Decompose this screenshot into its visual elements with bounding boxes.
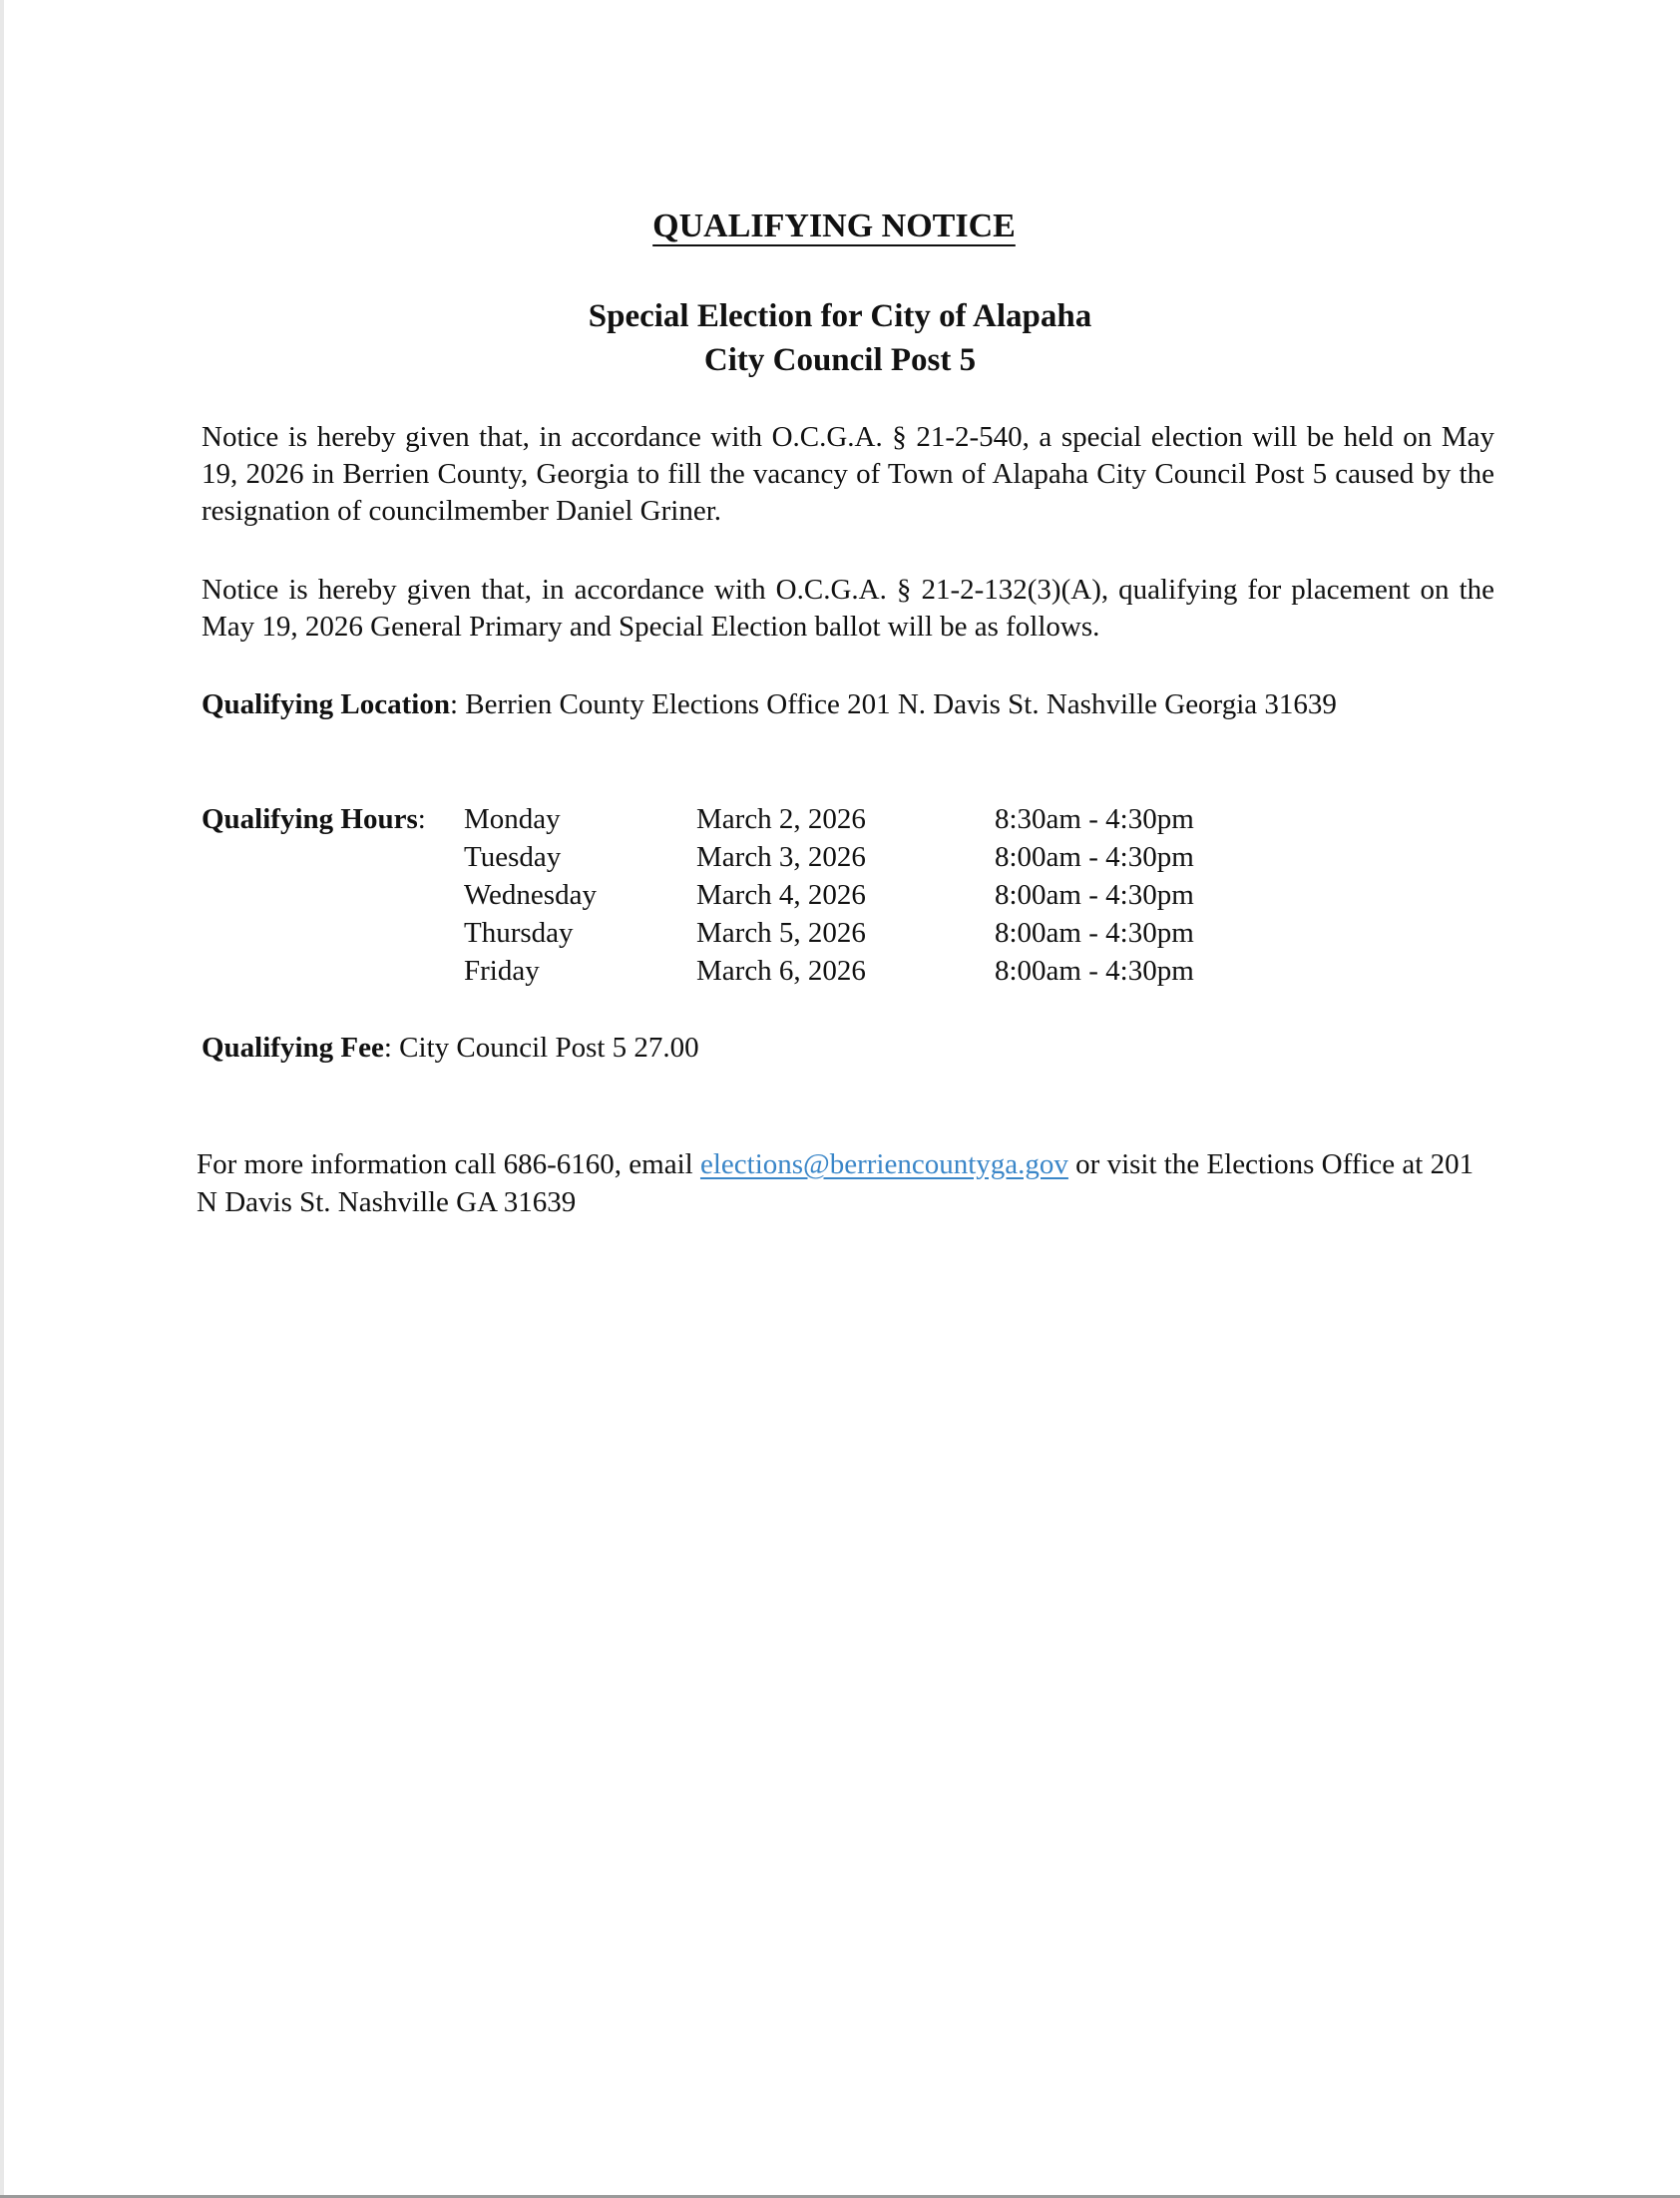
hours-date: March 4, 2026 bbox=[696, 879, 866, 911]
contact-prefix: For more information call 686-6160, email bbox=[197, 1148, 700, 1180]
hours-row bbox=[202, 838, 1299, 876]
hours-day: Monday bbox=[464, 803, 561, 835]
qualifying-fee-value: : City Council Post 5 27.00 bbox=[383, 1032, 699, 1064]
election-notice-paragraph: Notice is hereby given that, in accordance with O.C.G.A. § 21-2-540, a special election will be held on May 19, 2026 in Berrien County, Georgia to fill the vacancy of Town of Alapaha City Council Post 5 caused by the resignation of councilmember Daniel Griner. bbox=[202, 421, 1494, 527]
qualifying-notice-paragraph: Notice is hereby given that, in accordance with O.C.G.A. § 21-2-132(3)(A), qualifying for placement on the May 19, 2026 General Primary and Special Election ballot will be as follows. bbox=[202, 574, 1494, 643]
qualifying-location-value: : Berrien County Elections Office 201 N. Davis St. Nashville Georgia 31639 bbox=[449, 688, 1337, 720]
hours-date: March 3, 2026 bbox=[696, 841, 866, 873]
hours-time: 8:30am - 4:30pm bbox=[995, 803, 1194, 835]
contact-suffix: or visit the Elections Office at 201 N Davis St. Nashville GA 31639 bbox=[197, 1148, 1474, 1218]
notice-title-text: QUALIFYING NOTICE bbox=[652, 208, 1016, 244]
hours-date: March 5, 2026 bbox=[696, 917, 866, 949]
hours-date: March 2, 2026 bbox=[696, 803, 866, 835]
notice-title bbox=[0, 205, 1680, 248]
hours-time: 8:00am - 4:30pm bbox=[995, 917, 1194, 949]
hours-time: 8:00am - 4:30pm bbox=[995, 841, 1194, 873]
hours-row bbox=[202, 914, 1299, 952]
hours-day: Tuesday bbox=[464, 841, 562, 873]
election-subtitle-line1: Special Election for City of Alapaha bbox=[588, 298, 1092, 334]
hours-row bbox=[202, 876, 1299, 914]
hours-date: March 6, 2026 bbox=[696, 955, 866, 987]
email-link[interactable]: elections@berriencountyga.gov bbox=[699, 1148, 1068, 1180]
contact-info bbox=[197, 1145, 1493, 1221]
hours-row bbox=[202, 800, 1299, 838]
hours-row bbox=[202, 952, 1299, 990]
hours-time: 8:00am - 4:30pm bbox=[995, 955, 1194, 987]
qualifying-fee-label: Qualifying Fee bbox=[202, 1032, 384, 1064]
hours-time: 8:00am - 4:30pm bbox=[995, 879, 1194, 911]
hours-day: Wednesday bbox=[464, 879, 597, 911]
qualifying-location bbox=[202, 686, 1494, 723]
hours-day: Thursday bbox=[464, 917, 574, 949]
election-subtitle-line2: City Council Post 5 bbox=[703, 342, 977, 378]
qualifying-hours-label-text: Qualifying Hours bbox=[202, 803, 418, 835]
qualifying-hours-colon: : bbox=[417, 803, 426, 835]
qualifying-fee bbox=[202, 1029, 699, 1067]
qualifying-location-label: Qualifying Location bbox=[202, 688, 450, 720]
hours-day: Friday bbox=[464, 955, 540, 987]
